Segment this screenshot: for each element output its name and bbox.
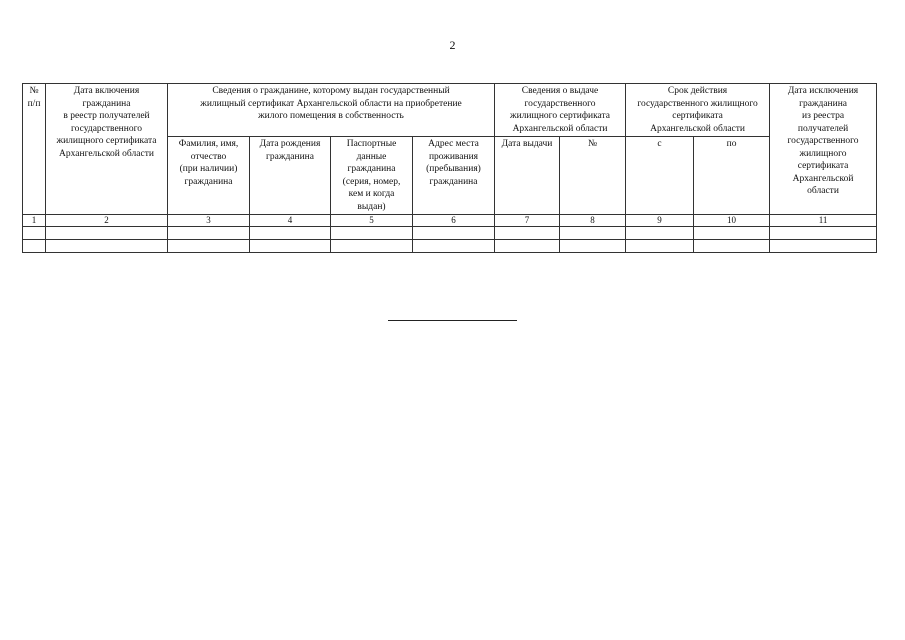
column-number: 11	[770, 215, 877, 227]
column-number: 2	[46, 215, 168, 227]
empty-cell	[331, 240, 413, 253]
header-passport: Паспортные данные гражданина (серия, номер, кем и когда выдан)	[331, 137, 413, 215]
empty-table-row	[23, 240, 877, 253]
empty-cell	[46, 240, 168, 253]
header-inclusion-date: Дата включения гражданина в реестр получателей государственного жилищного сертификата Архангельской области	[46, 84, 168, 215]
empty-cell	[250, 227, 331, 240]
empty-cell	[23, 240, 46, 253]
column-number: 5	[331, 215, 413, 227]
column-number: 10	[694, 215, 770, 227]
closing-line	[388, 320, 517, 321]
empty-cell	[168, 227, 250, 240]
header-valid-to: по	[694, 137, 770, 215]
empty-cell	[495, 240, 560, 253]
page-number: 2	[449, 38, 456, 52]
empty-cell	[560, 240, 626, 253]
header-full-name: Фамилия, имя, отчество (при наличии) гражданина	[168, 137, 250, 215]
empty-cell	[770, 240, 877, 253]
header-exclusion-date: Дата исключения гражданина из реестра получателей государственного жилищного сертификата Архангельской области	[770, 84, 877, 215]
empty-cell	[250, 240, 331, 253]
empty-cell	[413, 240, 495, 253]
empty-cell	[46, 227, 168, 240]
header-issue-date: Дата выдачи	[495, 137, 560, 215]
empty-cell	[626, 240, 694, 253]
header-birth-date: Дата рождения гражданина	[250, 137, 331, 215]
empty-cell	[495, 227, 560, 240]
certificate-register-table	[22, 83, 877, 253]
empty-cell	[626, 227, 694, 240]
header-issue-info: Сведения о выдаче государственного жилищного сертификата Архангельской области	[495, 84, 626, 137]
header-row-1	[23, 84, 877, 137]
empty-table-row	[23, 227, 877, 240]
column-number: 1	[23, 215, 46, 227]
header-cert-number: №	[560, 137, 626, 215]
column-numbers-row	[23, 215, 877, 227]
column-number: 7	[495, 215, 560, 227]
empty-cell	[331, 227, 413, 240]
empty-cell	[560, 227, 626, 240]
header-address: Адрес места проживания (пребывания) гражданина	[413, 137, 495, 215]
header-validity: Срок действия государственного жилищного сертификата Архангельской области	[626, 84, 770, 137]
column-number: 4	[250, 215, 331, 227]
empty-cell	[694, 240, 770, 253]
header-citizen-info: Сведения о гражданине, которому выдан государственный жилищный сертификат Архангельской области на приобретение жилого помещения в собственность	[168, 84, 495, 137]
header-valid-from: с	[626, 137, 694, 215]
empty-cell	[770, 227, 877, 240]
column-number: 9	[626, 215, 694, 227]
column-number: 6	[413, 215, 495, 227]
empty-cell	[694, 227, 770, 240]
empty-cell	[413, 227, 495, 240]
column-number: 8	[560, 215, 626, 227]
header-row-number: № п/п	[23, 84, 46, 215]
empty-cell	[168, 240, 250, 253]
column-number: 3	[168, 215, 250, 227]
empty-cell	[23, 227, 46, 240]
